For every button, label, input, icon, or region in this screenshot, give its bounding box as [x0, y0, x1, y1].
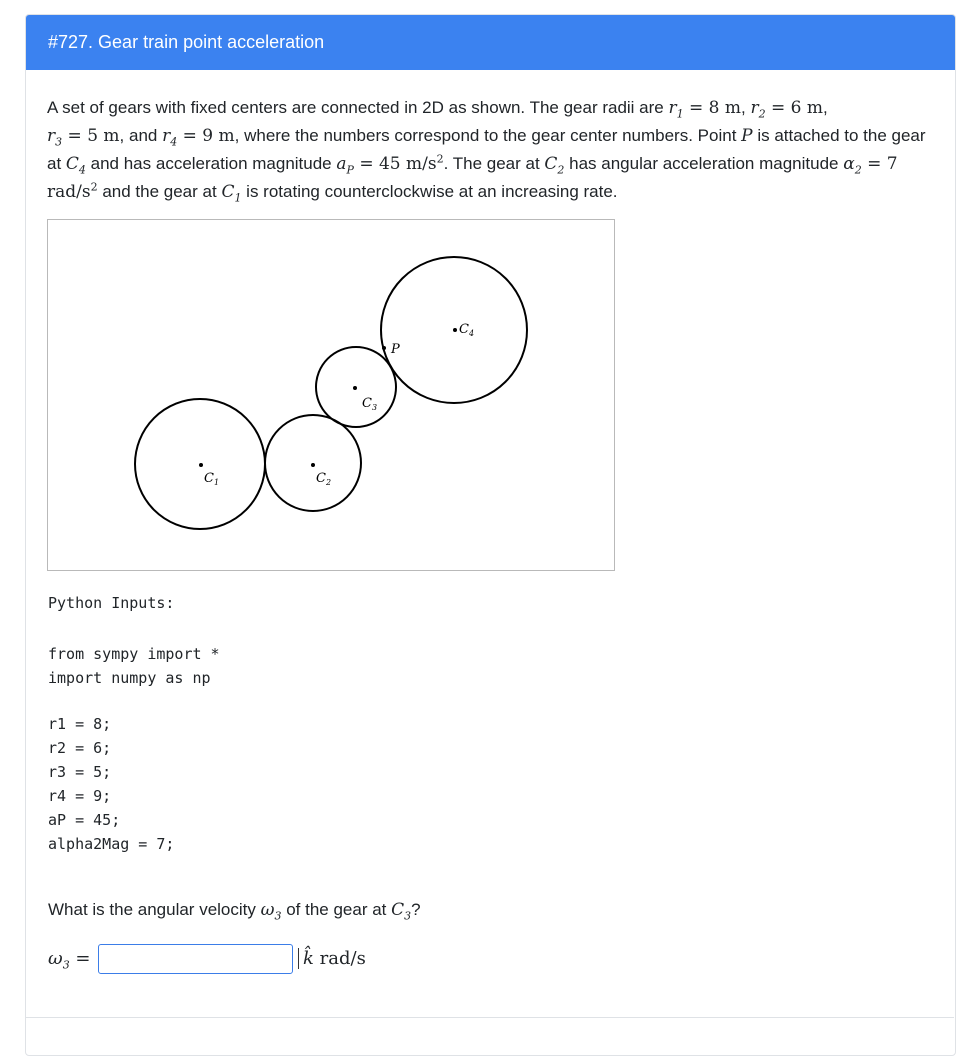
omega3-answer-input[interactable] [98, 944, 293, 974]
code-line: from sympy import * [48, 645, 220, 663]
r4-symbol: $r_4$ [162, 126, 178, 149]
r2-symbol: $r_2$ [750, 98, 766, 121]
c2-symbol: $C_2$ [544, 154, 565, 177]
ap-symbol: $a_P$ [336, 154, 354, 177]
code-line: r2 = 6; [48, 739, 112, 757]
r1-symbol: $r_1$ [668, 98, 684, 121]
code-line: r4 = 9; [48, 787, 112, 805]
center-c2 [311, 463, 315, 467]
code-line: alpha2Mag = 7; [48, 835, 175, 853]
python-inputs-heading: Python Inputs: [48, 594, 175, 612]
point-p [382, 346, 386, 350]
code-line: r1 = 8; [48, 715, 112, 733]
gear-diagram-svg [48, 220, 614, 570]
label-c3: $C_3$ [362, 396, 378, 412]
center-c3 [353, 386, 357, 390]
gear-diagram [47, 219, 615, 571]
problem-text: A set of gears with fixed centers are connected in 2D as shown. The gear radii are [47, 98, 669, 117]
problem-title: #727. Gear train point acceleration [48, 32, 325, 52]
code-variables [48, 712, 174, 856]
answer-label: $\omega_3$ = [48, 948, 91, 972]
alpha2-symbol: $\alpha_2$ [843, 154, 862, 177]
answer-unit: k̂ rad/s [298, 948, 366, 969]
point-p-symbol: P [741, 126, 753, 146]
label-c4: $C_4$ [459, 322, 475, 338]
r2-value: = 6 m [765, 98, 824, 118]
r3-symbol: $r_3$ [47, 126, 63, 149]
c3-symbol: $C_3$ [391, 900, 412, 923]
omega3-symbol: $\omega_3$ [260, 900, 282, 923]
center-c4 [453, 328, 457, 332]
center-c1 [199, 463, 203, 467]
code-line: aP = 45; [48, 811, 121, 829]
r4-value: = 9 m [177, 126, 235, 146]
label-c1: $C_1$ [204, 471, 220, 487]
code-line: r3 = 5; [48, 763, 112, 781]
ap-value: = 45 $m/s^2$ [353, 152, 444, 174]
c1-symbol: $C_1$ [221, 182, 242, 205]
r3-value: = 5 m [62, 126, 120, 146]
code-line: import numpy as np [48, 669, 211, 687]
r1-value: = 8 m [683, 98, 742, 118]
label-c2: $C_2$ [316, 471, 332, 487]
alpha2-value: = 7 rad/$s^2$ [47, 154, 898, 202]
label-p: P [391, 342, 400, 357]
card-header [26, 15, 955, 70]
code-imports [48, 642, 220, 690]
c4-symbol: $C_4$ [65, 154, 86, 177]
card-divider [25, 1017, 954, 1018]
question-text: What is the angular velocity $\omega_3$ of the gear at $C_3$? [48, 900, 421, 923]
problem-statement: A set of gears with fixed centers are connected in 2D as shown. The gear radii are $r_1 = 8$ m, $r_2 = 6$ m, $r_3 = 5$ m, and $r_4 = 9$ m, where the numbers correspond to the gear center numbers. Point P is attached to the gear at $C_4$ and has acceleration magnitude $a_P = 45$ $m/s^2$. The gear at $C_2$ has angular acceleration magnitude $\alpha_2 = 7$ rad/$s^2$ and the gear at $C_1$ is rotating counterclockwise at an increasing rate. [47, 98, 926, 205]
